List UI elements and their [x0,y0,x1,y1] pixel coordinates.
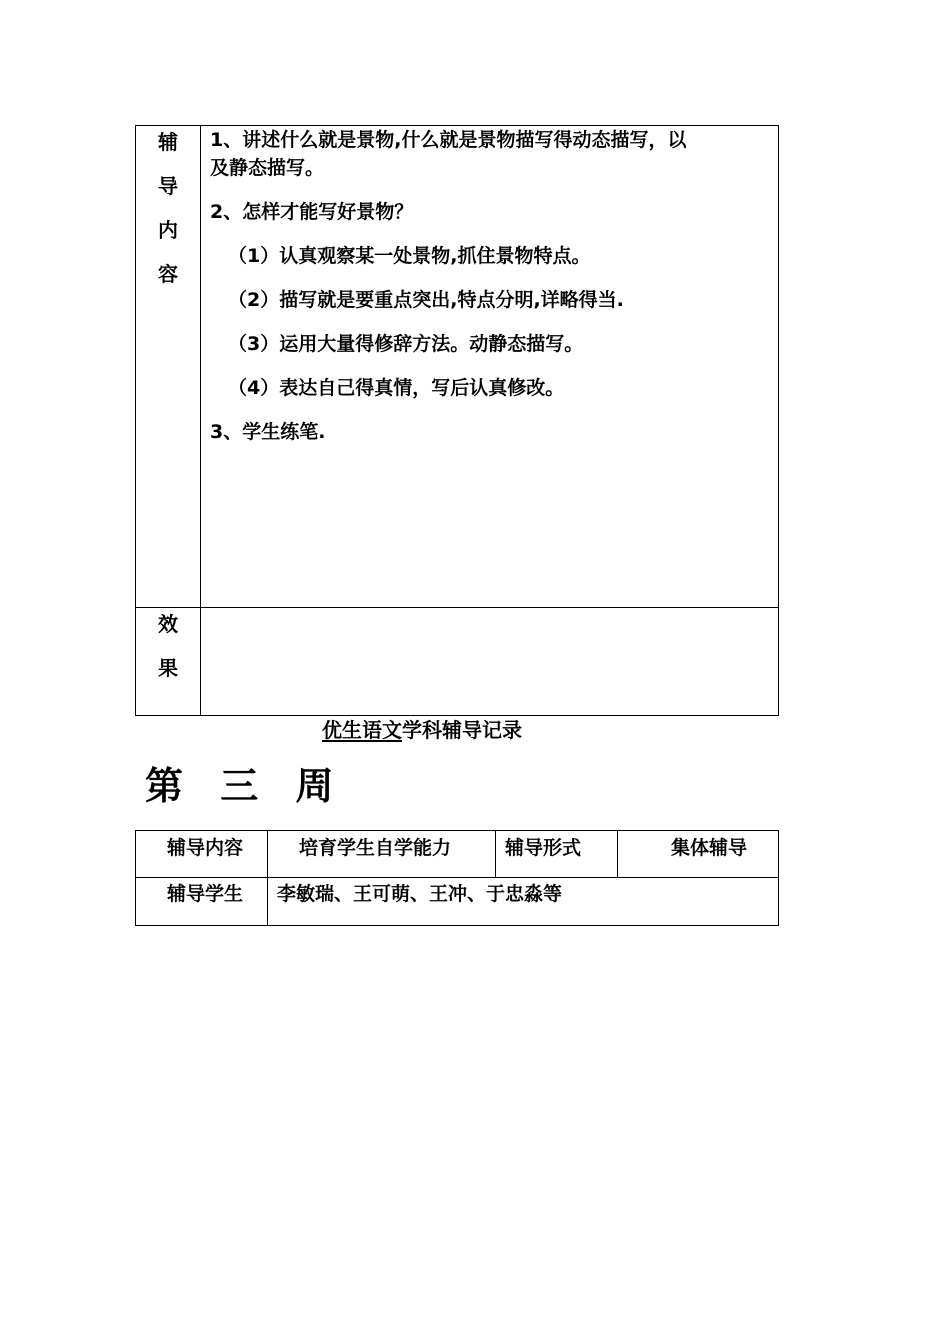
week-heading: 第 三 周 [145,764,346,808]
content-line: 及静态描写。 [210,157,325,179]
content-label-char: 容 [158,262,178,286]
content-body [210,126,770,446]
content-line: 3、学生练笔. [210,421,326,443]
content-line: （4）表达自己得真情，写后认真修改。 [228,377,565,399]
row-divider [136,877,778,878]
effect-label-char: 果 [158,656,178,680]
students-label-cell: 辅导学生 [167,883,244,905]
content-line: （2）描写就是要重点突出,特点分明,详略得当. [228,289,624,311]
content-label-char: 导 [158,174,178,198]
column-divider [267,831,268,925]
content-line: （1）认真观察某一处景物,抓住景物特点。 [228,245,591,267]
record-title-subject: 优生语文 [322,718,402,742]
content-line: 1、讲述什么就是景物,什么就是景物描写得动态描写，以 [210,129,687,151]
content-label-char: 辅 [158,130,178,154]
content-line: 2、怎样才能写好景物？ [210,201,414,223]
column-divider [617,831,618,877]
tutoring-info-table [135,830,779,926]
content-label-cell: 辅导内容 [167,837,244,859]
column-divider [200,126,201,715]
effect-label-char: 效 [158,612,178,636]
tutoring-content-table [135,125,779,716]
content-value-cell: 培育学生自学能力 [299,837,452,859]
record-title-rest: 学科辅导记录 [402,718,522,742]
format-value-cell: 集体辅导 [671,837,748,859]
record-title [322,716,522,744]
format-label-cell: 辅导形式 [505,837,582,859]
effect-label [136,610,200,698]
content-label-char: 内 [158,218,178,242]
column-divider [495,831,496,877]
row-divider [136,607,778,608]
content-label [136,128,200,304]
students-value-cell: 李敏瑞、王可萌、王冲、于忠淼等 [277,883,563,905]
content-line: （3）运用大量得修辞方法。动静态描写。 [228,333,584,355]
